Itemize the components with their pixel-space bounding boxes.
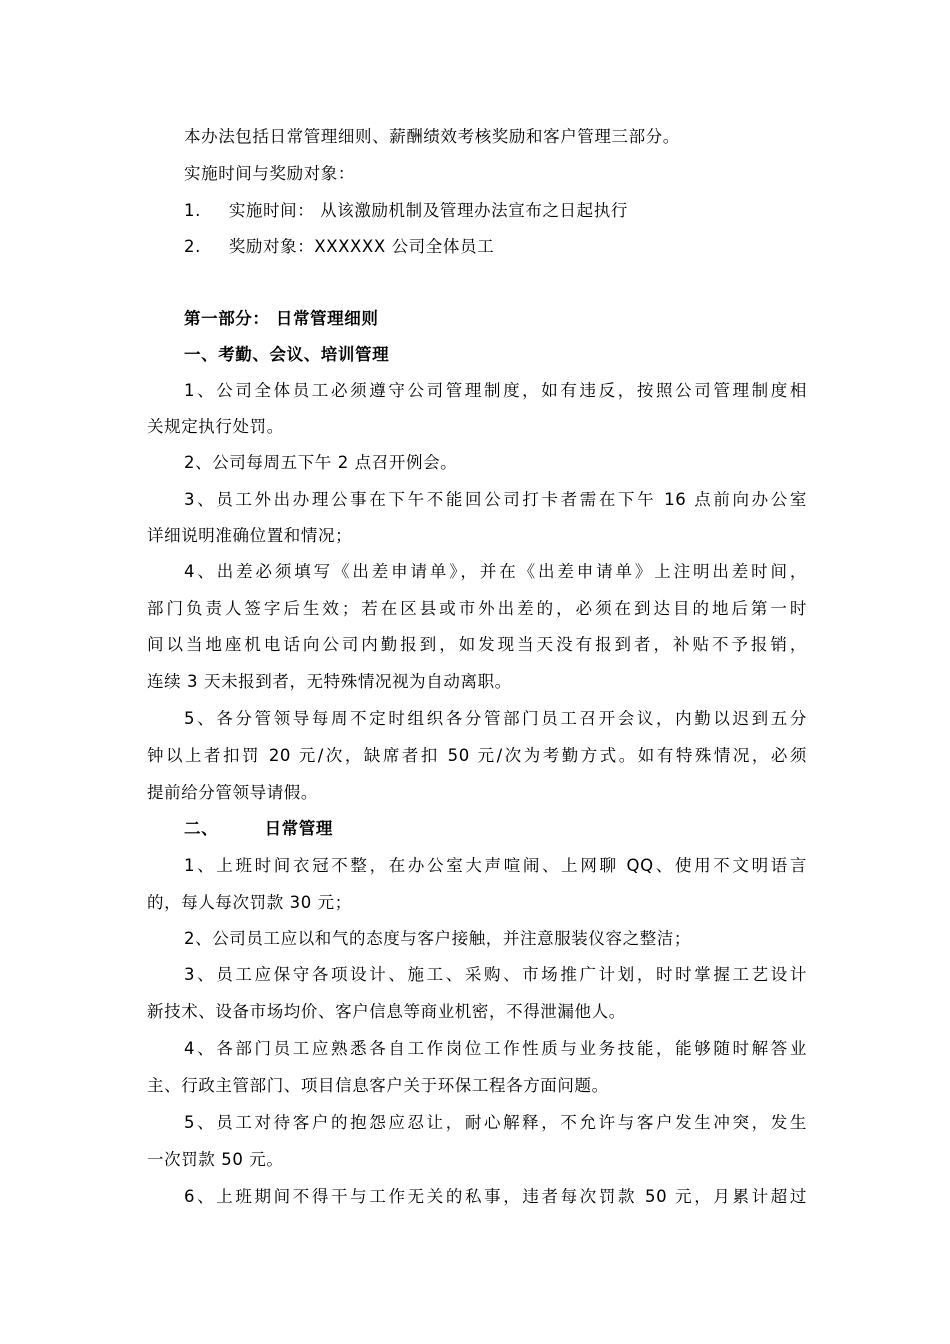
- intro-item-2-num: 2.: [184, 237, 201, 256]
- s2-p1-line1: 1、上班时间衣冠不整，在办公室大声喧闹、上网聊 QQ、使用不文明语言: [184, 856, 807, 875]
- section1-heading: 一、考勤、会议、培训管理: [184, 345, 390, 364]
- section2-heading-text: 日常管理: [264, 819, 333, 838]
- s1-p1-line1: 1、公司全体员工必须遵守公司管理制度，如有违反，按照公司管理制度相: [184, 381, 807, 400]
- s1-p1-line2: 关规定执行处罚。: [147, 417, 284, 436]
- s1-p5-line3: 提前给分管领导请假。: [147, 783, 318, 802]
- intro-item-2: [184, 236, 494, 258]
- s2-p4-line1: 4、各部门员工应熟悉各自工作岗位工作性质与业务技能，能够随时解答业: [184, 1039, 807, 1058]
- s1-p4-line4: 连续 3 天未报到者，无特殊情况视为自动离职。: [147, 672, 512, 691]
- s2-p4-line2: 主、行政主管部门、项目信息客户关于环保工程各方面问题。: [147, 1076, 609, 1095]
- s1-p2-line1: 2、公司每周五下午 2 点召开例会。: [184, 453, 458, 472]
- intro-item-2-text: 奖励对象：XXXXXX 公司全体员工: [228, 237, 495, 256]
- s1-p5-line1: 5、各分管领导每周不定时组织各分管部门员工召开会议，内勤以迟到五分: [184, 709, 807, 728]
- s1-p3-line2: 详细说明准确位置和情况；: [147, 526, 353, 545]
- intro-item-1: [184, 200, 628, 222]
- s1-p4-line2: 部门负责人签字后生效；若在区县或市外出差的，必须在到达目的地后第一时: [147, 599, 807, 618]
- s1-p4-line1: 4、出差必须填写《出差申请单》，并在《出差申请单》上注明出差时间，: [184, 562, 807, 581]
- s2-p3-line1: 3、员工应保守各项设计、施工、采购、市场推广计划，时时掌握工艺设计: [184, 965, 807, 984]
- s2-p5-line2: 一次罚款 50 元。: [147, 1150, 284, 1169]
- intro-item-1-text: 实施时间： 从该激励机制及管理办法宣布之日起执行: [228, 201, 628, 220]
- s2-p5-line1: 5、员工对待客户的抱怨应忍让，耐心解释，不允许与客户发生冲突，发生: [184, 1113, 807, 1132]
- s2-p2-line1: 2、公司员工应以和气的态度与客户接触，并注意服装仪容之整洁；: [184, 929, 691, 948]
- s2-p3-line2: 新技术、设备市场均价、客户信息等商业机密，不得泄漏他人。: [147, 1002, 626, 1021]
- s1-p5-line2: 钟以上者扣罚 20 元/次，缺席者扣 50 元/次为考勤方式。如有特殊情况，必须: [147, 746, 807, 765]
- part1-title: 第一部分： 日常管理细则: [184, 309, 379, 328]
- s1-p3-line1: 3、员工外出办理公事在下午不能回公司打卡者需在下午 16 点前向办公室: [184, 490, 807, 509]
- intro-time-target-heading: 实施时间与奖励对象：: [184, 164, 355, 183]
- s2-p1-line2: 的，每人每次罚款 30 元；: [147, 893, 352, 912]
- section2-heading: [184, 818, 333, 840]
- s1-p4-line3: 间以当地座机电话向公司内勤报到，如发现当天没有报到者，补贴不予报销，: [147, 635, 807, 654]
- section2-heading-num: 二、: [184, 819, 219, 838]
- intro-item-1-num: 1.: [184, 201, 201, 220]
- s2-p6-line1: 6、上班期间不得干与工作无关的私事，违者每次罚款 50 元，月累计超过: [184, 1187, 807, 1206]
- intro-scope: 本办法包括日常管理细则、薪酬绩效考核奖励和客户管理三部分。: [184, 127, 680, 146]
